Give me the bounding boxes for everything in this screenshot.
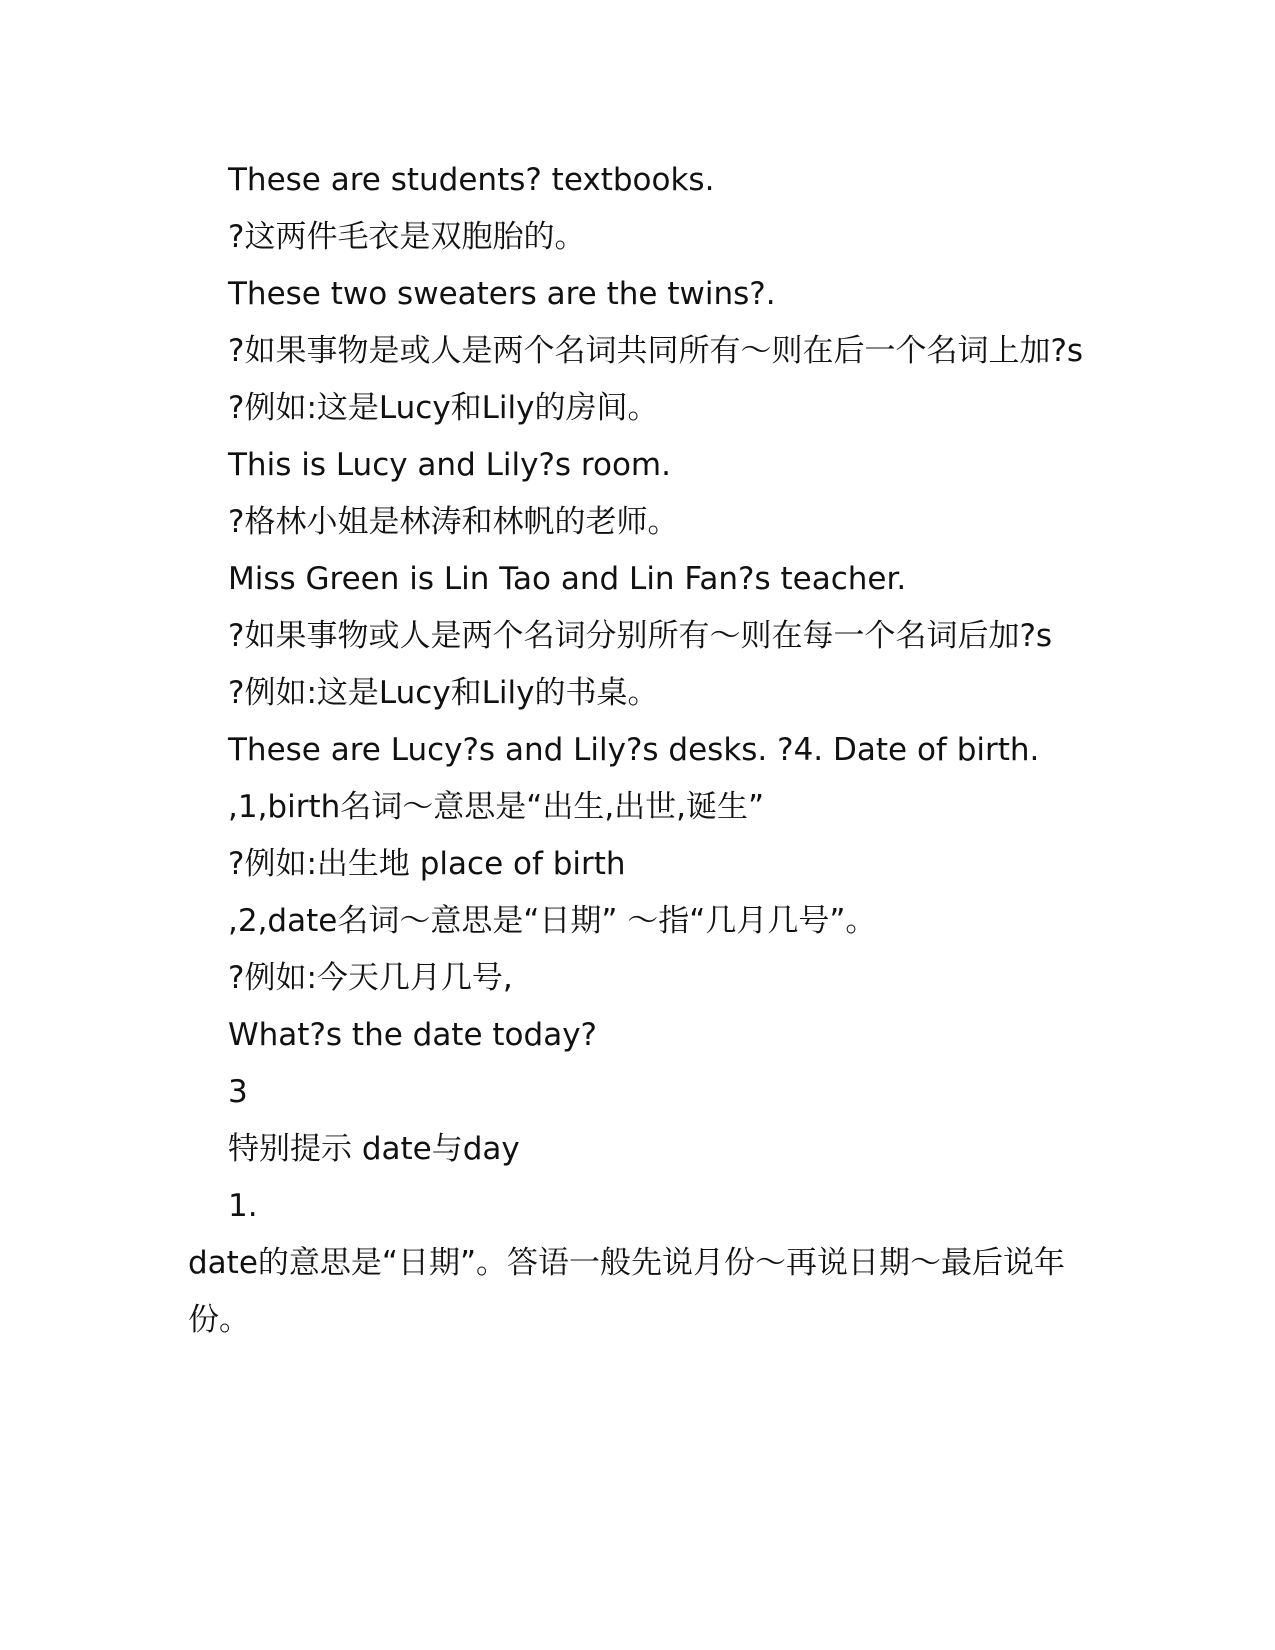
text-line: ,1,birth名词～意思是“出生,出世,诞生” <box>228 789 765 825</box>
text-line: 3 <box>228 1074 248 1110</box>
text-line: These two sweaters are the twins?. <box>228 276 776 312</box>
text-line: ?这两件毛衣是双胞胎的。 <box>228 219 586 255</box>
text-line: ?格林小姐是林涛和林帆的老师。 <box>228 504 679 540</box>
text-line: date的意思是“日期”。答语一般先说月份～再说日期～最后说年份。 <box>188 1245 1066 1338</box>
text-line: ?如果事物是或人是两个名词共同所有～则在后一个名词上加?s <box>228 333 1084 369</box>
text-line: ?例如:今天几月几号, <box>228 960 513 996</box>
text-line: 1. <box>228 1188 258 1224</box>
text-line: ?例如:这是Lucy和Lily的房间。 <box>228 390 659 426</box>
text-line: This is Lucy and Lily?s room. <box>228 447 671 483</box>
text-line: These are Lucy?s and Lily?s desks. ?4. Date of birth. <box>228 732 1040 768</box>
text-line: ?例如:这是Lucy和Lily的书桌。 <box>228 675 659 711</box>
document-body <box>188 152 1088 1349</box>
text-line: ?如果事物或人是两个名词分别所有～则在每一个名词后加?s <box>228 618 1053 654</box>
text-line: 特别提示 date与day <box>228 1131 520 1167</box>
text-line: Miss Green is Lin Tao and Lin Fan?s teacher. <box>228 561 907 597</box>
text-line: ?例如:出生地 place of birth <box>228 846 626 882</box>
text-line: These are students? textbooks. <box>228 162 715 198</box>
text-line: ,2,date名词～意思是“日期” ～指“几月几号”。 <box>228 903 877 939</box>
text-line: What?s the date today? <box>228 1017 597 1053</box>
